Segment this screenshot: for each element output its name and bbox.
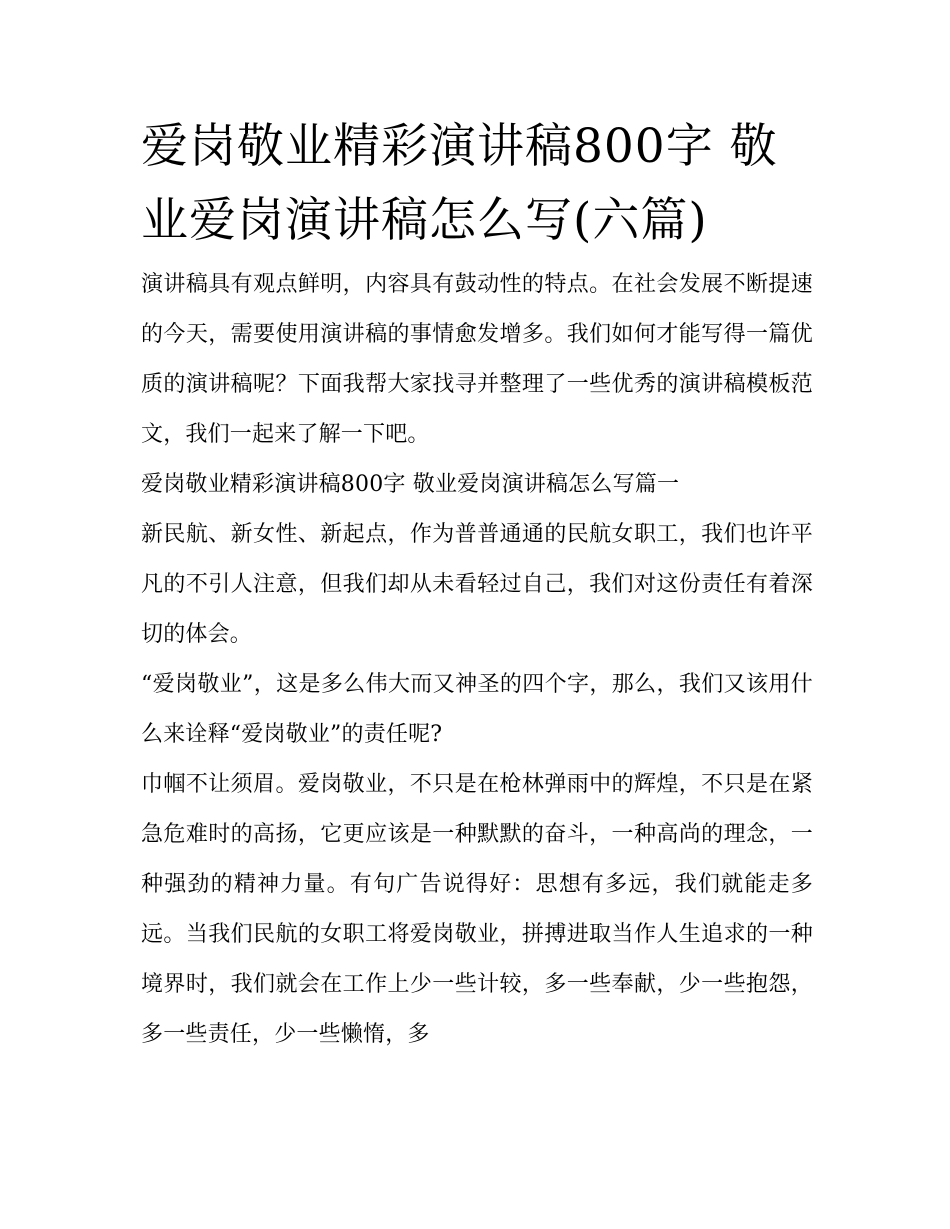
title-block bbox=[141, 110, 813, 258]
section-heading: 爱岗敬业精彩演讲稿800字 敬业爱岗演讲稿怎么写篇一 bbox=[141, 472, 680, 497]
document-page bbox=[141, 110, 813, 1060]
document-title: 爱岗敬业精彩演讲稿800字 敬业爱岗演讲稿怎么写(六篇) bbox=[141, 119, 778, 248]
body-paragraph-2: “爱岗敬业”，这是多么伟大而又神圣的四个字，那么，我们又该用什么来诠释“爱岗敬业”的责任呢? bbox=[141, 672, 813, 747]
body-paragraph-3: 巾帼不让须眉。爱岗敬业，不只是在枪林弹雨中的辉煌，不只是在紧急危难时的高扬，它更应该是一种默默的奋斗，一种高尚的理念，一种强劲的精神力量。有句广告说得好：思想有多远，我们就能走多远。当我们民航的女职工将爱岗敬业，拼搏进取当作人生追求的一种境界时，我们就会在工作上少一些计较，多一些奉献，少一些抱怨，多一些责任，少一些懒惰，多 bbox=[141, 772, 813, 1047]
body-paragraph-1: 新民航、新女性、新起点，作为普普通通的民航女职工，我们也许平凡的不引人注意，但我们却从未看轻过自己，我们对这份责任有着深切的体会。 bbox=[141, 522, 813, 647]
intro-paragraph: 演讲稿具有观点鲜明，内容具有鼓动性的特点。在社会发展不断提速的今天，需要使用演讲稿的事情愈发增多。我们如何才能写得一篇优质的演讲稿呢？下面我帮大家找寻并整理了一些优秀的演讲稿模板范文，我们一起来了解一下吧。 bbox=[141, 272, 813, 447]
